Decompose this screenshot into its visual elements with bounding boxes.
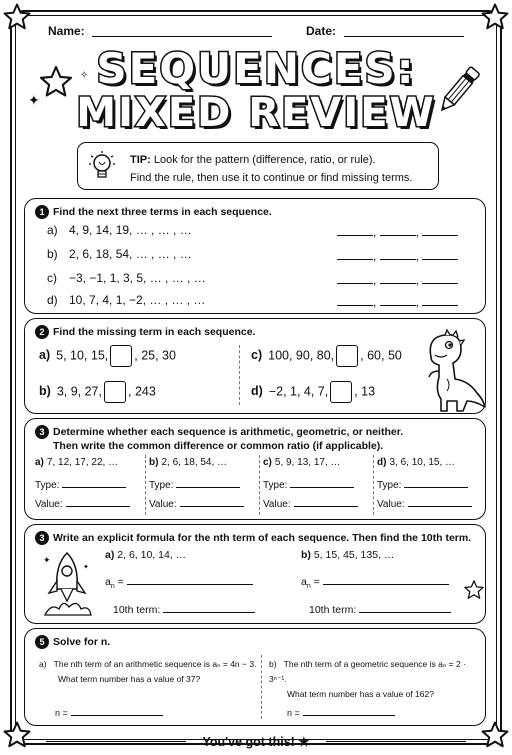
list-item bbox=[47, 223, 192, 237]
type-field[interactable] bbox=[404, 478, 468, 488]
item-label: b) bbox=[149, 457, 159, 468]
list-item bbox=[251, 345, 402, 367]
section-heading bbox=[35, 325, 255, 339]
pencil-icon bbox=[432, 62, 484, 120]
answer-blank[interactable] bbox=[380, 225, 416, 236]
sparkle-icon: ✧ bbox=[80, 70, 89, 81]
section-heading bbox=[35, 425, 403, 453]
question-column bbox=[269, 657, 485, 702]
sequence-text: −3, −1, 1, 3, 5, … , … , … bbox=[69, 271, 206, 285]
tenth-term-field[interactable] bbox=[359, 603, 451, 613]
section-number-badge: 1 bbox=[35, 205, 49, 219]
svg-text:✦: ✦ bbox=[83, 563, 89, 571]
page-title-line1: SEQUENCES: bbox=[96, 44, 416, 93]
formula-label: $a_n$ bbox=[105, 576, 115, 591]
column-divider bbox=[261, 655, 262, 719]
formula-label: $a_n$ bbox=[301, 576, 311, 591]
name-label: Name: bbox=[48, 24, 85, 38]
value-field[interactable] bbox=[294, 497, 358, 507]
sequence-text: , 13 bbox=[354, 384, 376, 399]
sequence-text: 7, 12, 17, 22, … bbox=[46, 457, 119, 468]
question-text: What term number has a value of 37? bbox=[58, 674, 201, 684]
sequence-text: 3, 9, 27, bbox=[56, 384, 102, 399]
column-divider bbox=[239, 345, 240, 405]
sequence-text: 3, 6, 10, 15, … bbox=[389, 457, 456, 468]
answer-blanks: , , bbox=[337, 249, 458, 263]
type-label: Type: bbox=[263, 480, 288, 491]
tip-text bbox=[130, 151, 412, 187]
section-heading-text: Find the missing term in each sequence. bbox=[53, 326, 256, 338]
section-4 bbox=[24, 524, 486, 624]
type-field[interactable] bbox=[62, 478, 126, 488]
sequence-text: 100, 90, 80, bbox=[268, 348, 335, 363]
section-2 bbox=[24, 318, 486, 414]
item-label: a) bbox=[39, 659, 47, 669]
question-column bbox=[149, 457, 261, 516]
type-label: Type: bbox=[149, 480, 174, 491]
type-field[interactable] bbox=[176, 478, 240, 488]
answer-field[interactable] bbox=[303, 707, 395, 716]
type-label: Type: bbox=[35, 480, 60, 491]
question-text: The nth term of an arithmetic sequence is aₙ = 4n − 3. bbox=[53, 659, 257, 669]
star-icon bbox=[463, 579, 485, 601]
section-heading-line1: Determine whether each sequence is arithmetic, geometric, or neither. bbox=[53, 426, 404, 438]
missing-term-box[interactable] bbox=[104, 381, 126, 403]
footer-message: You've got this! ★ bbox=[202, 735, 310, 749]
section-heading-text: Find the next three terms in each sequence. bbox=[53, 206, 272, 218]
answer-blank[interactable] bbox=[337, 249, 373, 260]
missing-term-box[interactable] bbox=[336, 345, 358, 367]
question-text: The nth term of a geometric sequence is aₙ = 2 · 3ⁿ⁻¹. bbox=[269, 659, 466, 684]
section-number-badge: 3 bbox=[35, 531, 49, 545]
value-field[interactable] bbox=[408, 497, 472, 507]
answer-blank[interactable] bbox=[422, 249, 458, 260]
tenth-term-row bbox=[309, 603, 451, 616]
column-divider bbox=[259, 455, 260, 515]
list-item bbox=[39, 381, 156, 403]
value-label: Value: bbox=[263, 499, 291, 510]
answer-row bbox=[55, 707, 163, 718]
star-icon bbox=[38, 64, 74, 100]
section-number-badge: 5 bbox=[35, 635, 49, 649]
answer-blank[interactable] bbox=[422, 295, 458, 306]
answer-blanks: , , bbox=[337, 273, 458, 287]
svg-text:✦: ✦ bbox=[43, 556, 51, 566]
item-label: d) bbox=[47, 293, 58, 307]
formula-field[interactable] bbox=[323, 575, 449, 585]
item-label: d) bbox=[377, 457, 387, 468]
section-heading-text: Solve for n. bbox=[53, 636, 111, 648]
sequence-text: 5, 10, 15, bbox=[56, 348, 109, 363]
section-heading bbox=[35, 205, 272, 219]
item-label: a) bbox=[47, 223, 58, 237]
type-label: Type: bbox=[377, 480, 402, 491]
item-label: b) bbox=[39, 384, 51, 399]
corner-star-icon bbox=[2, 2, 32, 32]
answer-blank[interactable] bbox=[422, 273, 458, 284]
footer-rule bbox=[326, 741, 466, 742]
value-field[interactable] bbox=[180, 497, 244, 507]
answer-blanks: , , bbox=[337, 225, 458, 239]
section-5 bbox=[24, 628, 486, 726]
list-item bbox=[39, 345, 176, 367]
formula-row: $a_n$ = bbox=[105, 575, 253, 590]
item-label: c) bbox=[263, 457, 272, 468]
answer-blank[interactable] bbox=[380, 295, 416, 306]
item-label: c) bbox=[251, 348, 263, 363]
value-label: Value: bbox=[149, 499, 177, 510]
answer-row bbox=[287, 707, 395, 718]
answer-blank[interactable] bbox=[337, 295, 373, 306]
sequence-text: 10, 7, 4, 1, −2, … , … , … bbox=[69, 293, 206, 307]
value-field[interactable] bbox=[66, 497, 130, 507]
item-label: b) bbox=[47, 247, 58, 261]
sequence-text: 4, 9, 14, 19, … , … , … bbox=[69, 223, 192, 237]
sparkle-icon: ✦ bbox=[28, 92, 40, 108]
tip-label: TIP: bbox=[130, 154, 151, 166]
question-column bbox=[39, 657, 256, 687]
answer-blank[interactable] bbox=[380, 249, 416, 260]
sequence-text: 2, 6, 18, 54, … bbox=[161, 457, 228, 468]
tenth-term-label: 10th term: bbox=[309, 604, 357, 616]
list-item bbox=[47, 293, 205, 307]
item-label: b) bbox=[269, 659, 277, 669]
answer-field[interactable] bbox=[71, 707, 163, 716]
type-field[interactable] bbox=[290, 478, 354, 488]
column-divider bbox=[145, 455, 146, 515]
n-label: n = bbox=[55, 708, 68, 718]
question-column bbox=[377, 457, 489, 516]
corner-star-icon bbox=[480, 2, 510, 32]
sequence-text bbox=[105, 549, 186, 561]
lightbulb-icon bbox=[88, 150, 116, 184]
date-label: Date: bbox=[306, 24, 337, 38]
answer-blanks: , , bbox=[337, 295, 458, 309]
item-label: a) bbox=[35, 457, 44, 468]
list-item bbox=[47, 247, 192, 261]
question-column bbox=[263, 457, 375, 516]
value-label: Value: bbox=[377, 499, 405, 510]
tip-box bbox=[77, 142, 439, 190]
section-heading-text: Write an explicit formula for the nth term of each sequence. Then find the 10th term. bbox=[53, 532, 472, 544]
answer-blank[interactable] bbox=[380, 273, 416, 284]
tip-line2: Find the rule, then use it to continue or find missing terms. bbox=[130, 172, 413, 184]
missing-term-box[interactable] bbox=[110, 345, 132, 367]
page-title-line2: MIXED REVIEW bbox=[76, 90, 436, 136]
item-label: b) bbox=[301, 549, 311, 561]
name-field[interactable] bbox=[92, 36, 272, 37]
column-divider bbox=[373, 455, 374, 515]
answer-blank[interactable] bbox=[422, 225, 458, 236]
tip-line1: Look for the pattern (difference, ratio, or rule). bbox=[150, 154, 376, 166]
sequence-value: 5, 15, 45, 135, … bbox=[313, 549, 395, 561]
tenth-term-label: 10th term: bbox=[113, 604, 161, 616]
sequence-text bbox=[301, 549, 394, 561]
sequence-text: 2, 6, 18, 54, … , … , … bbox=[69, 247, 192, 261]
header bbox=[48, 24, 464, 42]
section-heading bbox=[35, 531, 471, 545]
dinosaur-icon bbox=[417, 327, 487, 413]
formula-row: $a_n$ = bbox=[301, 575, 449, 590]
tenth-term-field[interactable] bbox=[163, 603, 255, 613]
question-column bbox=[35, 457, 147, 516]
item-label: c) bbox=[47, 271, 57, 285]
list-item bbox=[47, 271, 206, 285]
sequence-text: , 60, 50 bbox=[360, 348, 402, 363]
n-label: n = bbox=[287, 708, 300, 718]
value-label: Value: bbox=[35, 499, 63, 510]
section-number-badge: 3 bbox=[35, 425, 49, 439]
sequence-text: −2, 1, 4, 7, bbox=[268, 384, 329, 399]
missing-term-box[interactable] bbox=[330, 381, 352, 403]
rocket-icon bbox=[39, 549, 95, 621]
sequence-text: 5, 9, 13, 17, … bbox=[274, 457, 341, 468]
date-field[interactable] bbox=[344, 36, 464, 37]
item-label: a) bbox=[39, 348, 51, 363]
section-heading bbox=[35, 635, 110, 649]
question-text: What term number has a value of 162? bbox=[287, 689, 434, 699]
section-1 bbox=[24, 198, 486, 314]
formula-field[interactable] bbox=[127, 575, 253, 585]
sequence-value: 2, 6, 10, 14, … bbox=[117, 549, 187, 561]
section-heading-line2: Then write the common difference or common ratio (if applicable). bbox=[53, 440, 384, 452]
sequence-text: , 25, 30 bbox=[134, 348, 176, 363]
list-item bbox=[251, 381, 375, 403]
tenth-term-row bbox=[113, 603, 255, 616]
sequence-text: , 243 bbox=[128, 384, 156, 399]
answer-blank[interactable] bbox=[337, 225, 373, 236]
item-label: d) bbox=[251, 384, 263, 399]
item-label: a) bbox=[105, 549, 115, 561]
answer-blank[interactable] bbox=[337, 273, 373, 284]
section-number-badge: 2 bbox=[35, 325, 49, 339]
section-3 bbox=[24, 418, 486, 520]
